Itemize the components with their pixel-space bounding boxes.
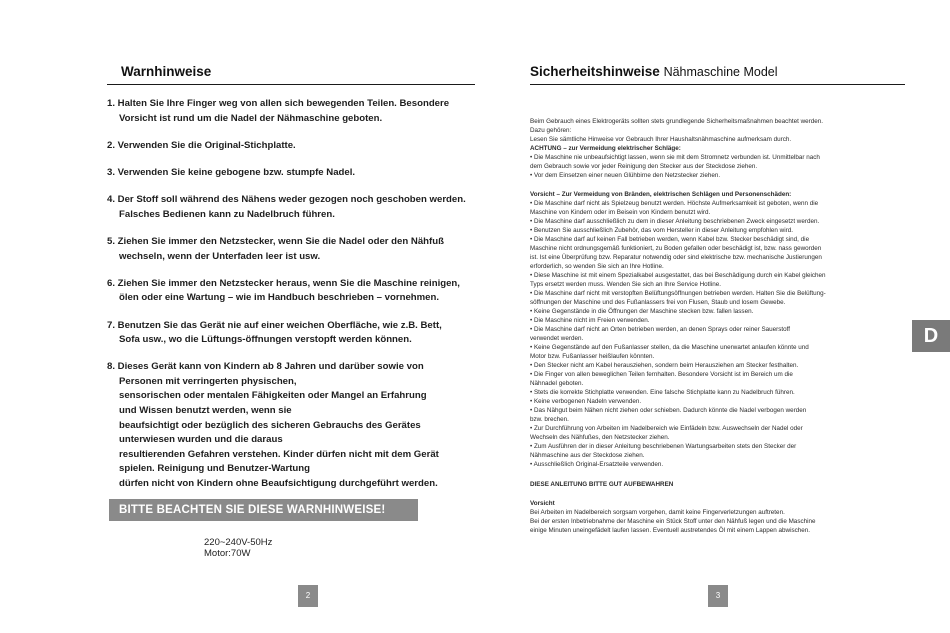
warning-line: 6. Ziehen Sie immer den Netzstecker heraus, wenn Sie die Maschine reinigen, xyxy=(107,277,460,289)
warning-line: resultierenden Gefahren verstehen. Kinder dürfen nicht mit dem Gerät xyxy=(119,448,439,460)
text-line: verwendet werden. xyxy=(530,335,584,342)
text-line: • Die Maschine nicht im Freien verwenden. xyxy=(530,317,650,324)
text-line: bzw. brechen. xyxy=(530,416,569,423)
warning-line: Falsches Bedienen kann zu Nadelbruch führen. xyxy=(119,208,335,220)
warning-item xyxy=(107,319,477,348)
text-line: ist. Ist eine Überprüfung bzw. Reparatur notwendig oder sind elektrische bzw. mechanische Justierungen xyxy=(530,254,822,261)
text-line: Maschine von Kindern oder im Beisein von Kindern benutzt wird. xyxy=(530,209,711,216)
warning-banner: BITTE BEACHTEN SIE DIESE WARNHINWEISE! xyxy=(109,499,418,521)
warnings-title: Warnhinweise xyxy=(121,64,212,79)
warning-item xyxy=(107,360,477,491)
warning-line: spielen. Reinigung und Benutzer-Wartung xyxy=(119,463,310,475)
safety-caution-list xyxy=(530,190,905,469)
text-line: • Die Maschine darf nicht an Orten betrieben werden, an denen Sprays oder reiner Sauerstoff xyxy=(530,326,791,333)
warning-line: 4. Der Stoff soll während des Nähens weder gezogen noch geschoben werden. xyxy=(107,194,466,206)
text-line: • Das Nähgut beim Nähen nicht ziehen oder schieben. Dadurch könnte die Nadel verbogen werden xyxy=(530,407,807,414)
text-line: • Die Maschine darf ausschließlich zu dem in dieser Anleitung beschriebenen Zweck eingesetzt werden. xyxy=(530,218,820,225)
text-line: • Diese Maschine ist mit einem Spezialkabel ausgestattet, das bei Beschädigung durch ein Kabel gleichen xyxy=(530,272,826,279)
warning-line: 8. Dieses Gerät kann von Kindern ab 8 Jahren und darüber sowie von xyxy=(107,361,424,373)
warning-line: Personen mit verringerten physischen, xyxy=(119,375,297,387)
warnings-list xyxy=(107,97,477,504)
warning-line: 1. Halten Sie Ihre Finger weg von allen sich bewegenden Teilen. Besondere xyxy=(107,98,450,109)
warning-line: 5. Ziehen Sie immer den Netzstecker, wenn Sie die Nadel oder den Nähfuß xyxy=(107,235,444,247)
text-line: • Die Maschine darf auf keinen Fall betrieben werden, wenn Kabel bzw. Stecker beschädigt sind, die xyxy=(530,236,810,243)
safety-title-main: Sicherheitshinweise xyxy=(530,64,660,79)
language-tab: D xyxy=(912,320,950,352)
text-line: • Ausschließlich Original-Ersatzteile verwenden. xyxy=(530,461,664,468)
title-rule xyxy=(107,84,475,85)
text-line: • Die Maschine darf nicht als Spielzeug benutzt werden. Höchste Aufmerksamkeit ist geboten, wenn die xyxy=(530,200,819,207)
text-line: • Keine Gegenstände in die Öffnungen der Maschine stecken bzw. fallen lassen. xyxy=(530,308,754,315)
warning-line: ölen oder eine Wartung – wie im Handbuch beschrieben – vornehmen. xyxy=(119,292,440,304)
text-line: • Benutzen Sie ausschließlich Zubehör, das vom Hersteller in dieser Anleitung empfohlen wird. xyxy=(530,227,793,234)
text-line: • Die Finger von allen beweglichen Teilen fernhalten. Besondere Vorsicht ist im Bereich um die xyxy=(530,371,793,378)
text-line: erforderlich, so wenden Sie sich an Ihre Hotline. xyxy=(530,263,664,270)
warning-line: 7. Benutzen Sie das Gerät nie auf einer weichen Oberfläche, wie z.B. Bett, xyxy=(107,319,442,331)
warning-line: 3. Verwenden Sie keine gebogene bzw. stumpfe Nadel. xyxy=(107,166,356,178)
text-line: Maschine nicht ordnungsgemäß funktioniert, zu Boden gefallen oder beschädigt ist, bzw. nass geworden xyxy=(530,245,822,252)
text-line: ACHTUNG – zur Vermeidung elektrischer Schläge: xyxy=(530,145,681,152)
title-rule xyxy=(530,84,905,85)
warning-line: sensorischen oder mentalen Fähigkeiten oder Mangel an Erfahrung xyxy=(119,390,427,402)
text-line: • Keine verbogenen Nadeln verwenden. xyxy=(530,398,642,405)
text-line: Bei der ersten Inbetriebnahme der Maschine ein Stück Stoff unter den Nähfuß legen und die Maschine xyxy=(530,518,816,525)
warning-line: 2. Verwenden Sie die Original-Stichplatte. xyxy=(107,139,296,151)
right-page xyxy=(475,0,950,633)
text-line: Beim Gebrauch eines Elektrogeräts sollten stets grundlegende Sicherheitsmaßnahmen beachtet werden. xyxy=(530,118,823,125)
specs xyxy=(204,537,272,559)
text-line: Vorsicht xyxy=(530,500,555,507)
warning-item xyxy=(107,166,477,181)
safety-final-note xyxy=(530,499,905,535)
text-line: Dazu gehören: xyxy=(530,127,572,134)
text-line: • Den Stecker nicht am Kabel herausziehen, sondern beim Herausziehen am Stecker festhalten. xyxy=(530,362,799,369)
warning-line: unterwiesen wurden und die daraus xyxy=(119,434,283,446)
text-line: Nähnadel geboten. xyxy=(530,380,584,387)
warning-item xyxy=(107,139,477,154)
text-line: Motor bzw. Fußanlasser heißlaufen könnten. xyxy=(530,353,655,360)
specs-voltage: 220~240V-50Hz xyxy=(204,537,273,548)
text-line: Vorsicht – Zur Vermeidung von Bränden, elektrischen Schlägen und Personenschäden: xyxy=(530,191,792,198)
text-line: Bei Arbeiten im Nadelbereich sorgsam vorgehen, damit keine Fingerverletzungen auftreten. xyxy=(530,509,785,516)
warning-item xyxy=(107,277,477,306)
safety-text xyxy=(530,117,905,535)
text-line: einige Minuten uneingefädelt laufen lassen. Eventuell austretendes Öl mit einem Lappen abwischen. xyxy=(530,527,811,534)
text-line: söffnungen der Maschine und des Fußanlassers frei von Flusen, Staub und losem Gewebe. xyxy=(530,299,786,306)
warning-line: Sofa usw., wo die Lüftungs-öffnungen verstopft werden können. xyxy=(119,334,412,346)
specs-motor: Motor:70W xyxy=(204,548,251,559)
text-line: • Die Maschine darf nicht mit verstopften Belüftungsöffnungen betrieben werden. Halten Sie die Belüftung- xyxy=(530,290,826,297)
warning-item xyxy=(107,193,477,222)
warning-line: beaufsichtigt oder bezüglich des sicheren Gebrauchs des Gerätes xyxy=(119,419,421,431)
keep-instructions: DIESE ANLEITUNG BITTE GUT AUFBEWAHREN xyxy=(530,481,674,488)
safety-title-sub: Nähmaschine Model xyxy=(663,65,778,79)
warning-item xyxy=(107,235,477,264)
warning-line: wechseln, wenn der Unterfaden leer ist usw. xyxy=(119,250,321,262)
page-number: 3 xyxy=(708,585,728,607)
safety-intro xyxy=(530,117,905,180)
text-line: • Zum Ausführen der in dieser Anleitung beschriebenen Wartungsarbeiten stets den Stecker der xyxy=(530,443,797,450)
text-line: • Keine Gegenstände auf den Fußanlasser stellen, da die Maschine unerwartet anlaufen könnte und xyxy=(530,344,809,351)
text-line: dem Gebrauch sowie vor jeder Reinigung den Stecker aus der Steckdose ziehen. xyxy=(530,163,758,170)
text-line: Lesen Sie sämtliche Hinweise vor Gebrauch Ihrer Haushaltsnähmaschine aufmerksam durch. xyxy=(530,136,792,143)
text-line: • Vor dem Einsetzen einer neuen Glühbirne den Netzstecker ziehen. xyxy=(530,172,721,179)
page-number: 2 xyxy=(298,585,318,607)
text-line: • Zur Durchführung von Arbeiten im Nadelbereich wie Einfädeln bzw. Auswechseln der Nadel oder xyxy=(530,425,803,432)
warning-item xyxy=(107,97,477,126)
text-line: • Stets die korrekte Stichplatte verwenden. Eine falsche Stichplatte kann zu Nadelbruch führen. xyxy=(530,389,795,396)
safety-title xyxy=(530,64,778,79)
text-line: Nähmaschine aus der Steckdose ziehen. xyxy=(530,452,645,459)
text-line: Wechseln des Nähfußes, den Netzstecker ziehen. xyxy=(530,434,670,441)
text-line: • Die Maschine nie unbeaufsichtigt lassen, wenn sie mit dem Stromnetz verbunden ist. Unmittelbar nach xyxy=(530,154,820,161)
warning-line: und Wissen benutzt werden, wenn sie xyxy=(119,405,292,417)
warning-line: dürfen nicht von Kindern ohne Beaufsichtigung durchgeführt werden. xyxy=(119,478,438,490)
text-line: Typs ersetzt werden muss. Wenden Sie sich an Ihre Service Hotline. xyxy=(530,281,721,288)
warning-line: Vorsicht ist rund um die Nadel der Nähmaschine geboten. xyxy=(119,112,383,124)
